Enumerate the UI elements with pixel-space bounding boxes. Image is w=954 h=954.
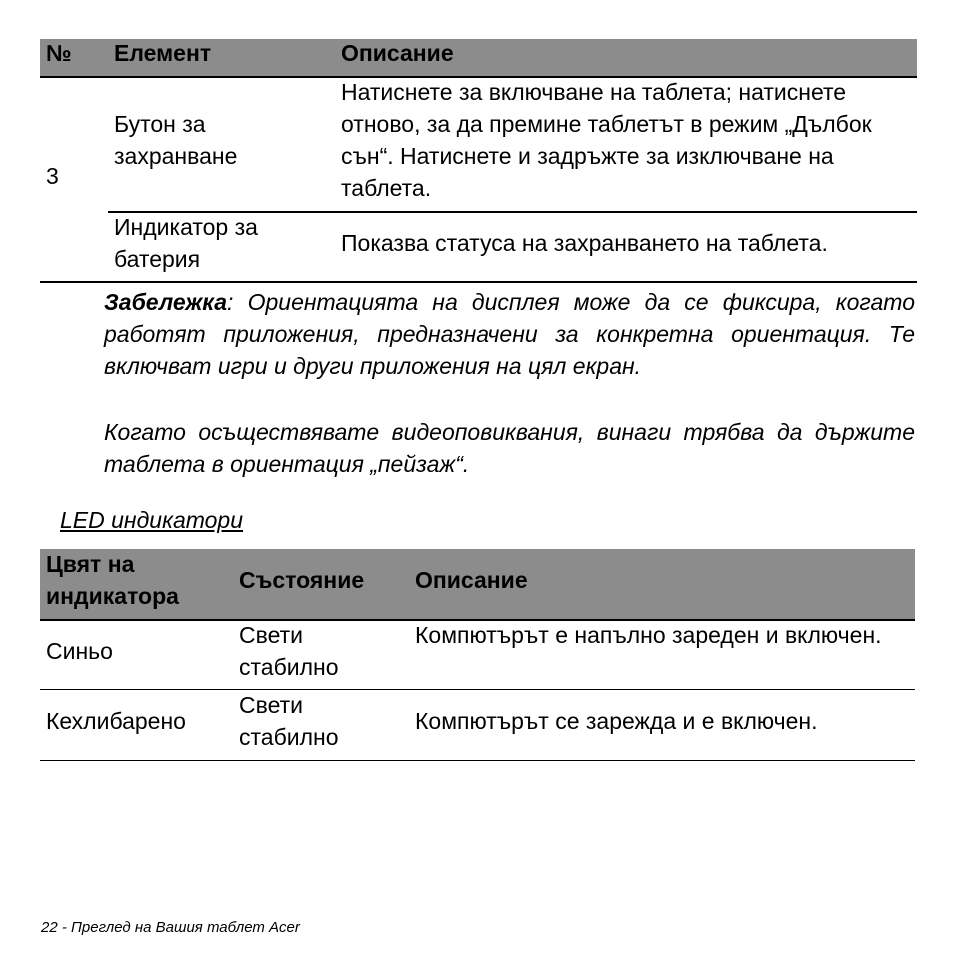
- table2-row2-state: Свети стабилно: [239, 692, 339, 750]
- note-paragraph-2: Когато осъществявате видеоповиквания, винаги трябва да държите таблета в ориентация „пейзаж“.: [104, 419, 915, 477]
- table2-row2-color: Кехлибарено: [46, 708, 186, 734]
- table1-bottom-rule: [40, 281, 917, 283]
- note-text: : Ориентацията на дисплея може да се фиксира, когато работят приложения, предназначени за конкретна ориентация. Те включват игри и други приложения на цял екран.: [104, 289, 915, 379]
- section-title: LED индикатори: [60, 507, 244, 533]
- table2-row1-color: Синьо: [46, 638, 113, 664]
- table1-row1-description: Натиснете за включване на таблета; натиснете отново, за да премине таблетът в режим „Дълбок сън“. Натиснете и задръжте за изключване на таблета.: [341, 79, 872, 201]
- table2-header-description: Описание: [415, 567, 528, 593]
- table1-row2-element: Индикатор за батерия: [114, 214, 258, 272]
- table1-header-element: Елемент: [114, 40, 212, 66]
- table2-row2-description: Компютърът се зарежда и е включен.: [415, 708, 818, 734]
- note-label: Забележка: [104, 289, 228, 315]
- table1-row2-description: Показва статуса на захранването на таблета.: [341, 230, 828, 256]
- table2-bottom-rule: [40, 760, 915, 761]
- table1-header-number: №: [46, 40, 72, 66]
- note-paragraph: [104, 286, 915, 382]
- page-footer: 22 - Преглед на Вашия таблет Acer: [41, 919, 300, 936]
- table2-row1-description: Компютърът е напълно зареден и включен.: [415, 622, 882, 648]
- table2-header-color: Цвят на индикатора: [46, 551, 179, 609]
- table2-header-state: Състояние: [239, 567, 365, 593]
- table2-row-rule: [40, 689, 915, 690]
- table2-row1-state: Свети стабилно: [239, 622, 339, 680]
- table1-row-number: 3: [46, 163, 59, 189]
- table1-header-description: Описание: [341, 40, 454, 66]
- table1-row1-element: Бутон за захранване: [114, 111, 238, 169]
